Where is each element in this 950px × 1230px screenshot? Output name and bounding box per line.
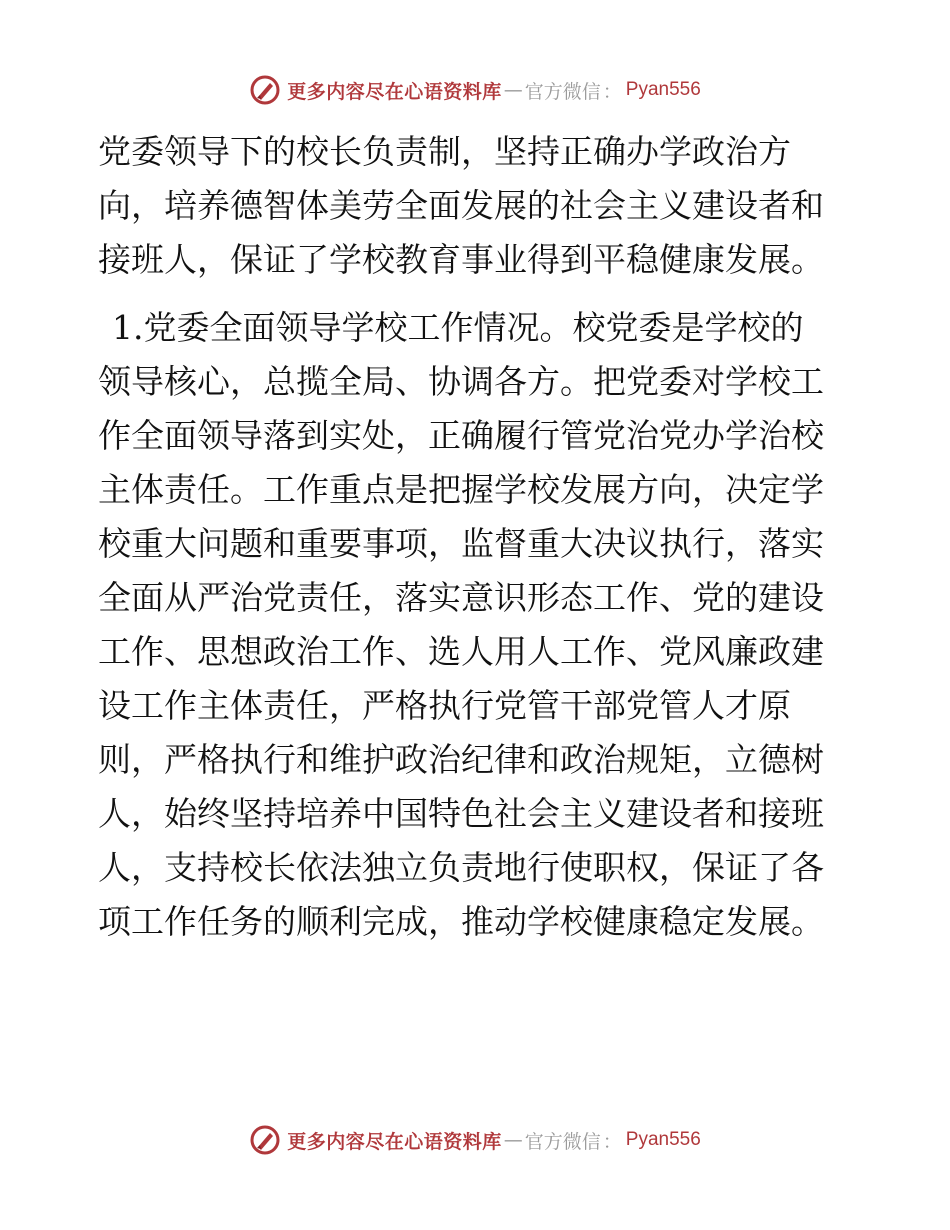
text-line: 向，培养德智体美劳全面发展的社会主义建设者和 (98, 186, 824, 225)
text-line: 领导核心，总揽全局、协调各方。把党委对学校工 (98, 362, 824, 401)
text-line: 作全面领导落到实处，正确履行管党治党办学治校 (98, 416, 824, 455)
header-wechat-id: Pyan556 (625, 79, 701, 100)
header-watermark-banner (0, 72, 950, 108)
text-line: 全面从严治党责任，落实意识形态工作、党的建设 (98, 578, 824, 617)
header-wechat-label: 官方微信 (524, 80, 601, 103)
text-line: 1.党委全面领导学校工作情况。校党委是学校的 (112, 308, 804, 347)
text-line: 设工作主体责任，严格执行党管干部党管人才原 (98, 686, 791, 725)
paragraph-1 (98, 125, 858, 287)
paragraph-2 (98, 301, 858, 949)
text-line: 接班人，保证了学校教育事业得到平稳健康发展。 (98, 240, 824, 279)
header-banner-text: 更多内容尽在心语资料库 (287, 80, 502, 103)
text-line: 主体责任。工作重点是把握学校发展方向，决定学 (98, 470, 824, 509)
header-banner-separator: — (503, 79, 523, 101)
text-line: 项工作任务的顺利完成，推动学校健康稳定发展。 (98, 902, 824, 941)
footer-colon: ： (602, 1130, 622, 1153)
header-colon: ： (602, 80, 622, 103)
text-line: 人，支持校长依法独立负责地行使职权，保证了各 (98, 848, 824, 887)
pen-logo-icon (249, 74, 281, 106)
document-body (98, 125, 858, 949)
footer-wechat-id: Pyan556 (625, 1129, 701, 1150)
pen-logo-icon (249, 1124, 281, 1156)
footer-banner-separator: — (503, 1129, 523, 1151)
text-line: 工作、思想政治工作、选人用人工作、党风廉政建 (98, 632, 824, 671)
footer-watermark-banner (0, 1122, 950, 1158)
footer-wechat-label: 官方微信 (524, 1130, 601, 1153)
text-line: 人，始终坚持培养中国特色社会主义建设者和接班 (98, 794, 824, 833)
text-line: 则，严格执行和维护政治纪律和政治规矩，立德树 (98, 740, 824, 779)
footer-banner-text: 更多内容尽在心语资料库 (287, 1130, 502, 1153)
text-line: 党委领导下的校长负责制，坚持正确办学政治方 (98, 132, 791, 171)
text-line: 校重大问题和重要事项，监督重大决议执行，落实 (98, 524, 824, 563)
